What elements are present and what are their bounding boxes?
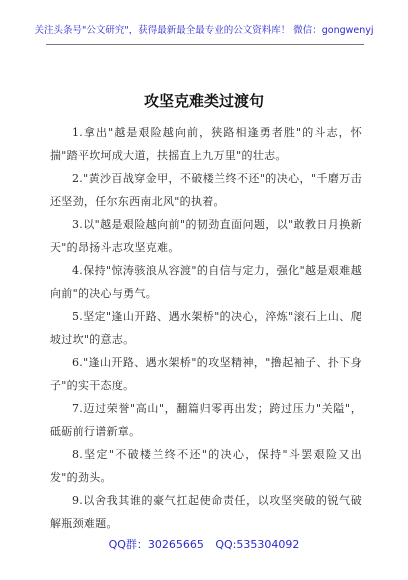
paragraph: 2."黄沙百战穿金甲，不破楼兰终不还"的决心，"千磨万击还坚劲，任尔东西南北风"的执着。 bbox=[50, 172, 362, 208]
header-divider bbox=[46, 44, 364, 45]
paragraph: 8.坚定"不破楼兰终不还"的决心，保持"斗罢艰险又出发"的劲头。 bbox=[50, 448, 362, 484]
paragraph: 3.以"越是艰险越向前"的韧劲直面问题，以"敢教日月换新天"的昂扬斗志攻坚克难。 bbox=[50, 218, 362, 254]
header-notice: 关注头条号"公文研究"，获得最新最全最专业的公文资料库！ 微信：gongwenyj bbox=[34, 25, 374, 36]
paragraph: 4.保持"惊涛骇浪从容渡"的自信与定力，强化"越是艰难越向前"的决心与勇气。 bbox=[50, 264, 362, 300]
paragraph: 7.迈过荣誉"高山"，翻篇归零再出发；跨过压力"关隘"，砥砺前行谱新章。 bbox=[50, 402, 362, 438]
document-title: 攻坚克难类过渡句 bbox=[143, 92, 264, 110]
paragraph: 6."逢山开路、遇水架桥"的攻坚精神，"撸起袖子、扑下身子"的实干态度。 bbox=[50, 356, 362, 392]
paragraph: 5.坚定"逢山开路、遇水架桥"的决心，淬炼"滚石上山、爬坡过坎"的意志。 bbox=[50, 310, 362, 346]
paragraph: 1.拿出"越是艰险越向前，狭路相逢勇者胜"的斗志，怀揣"踏平坎坷成大道，扶摇直上九万里"的壮志。 bbox=[50, 126, 362, 162]
footer-qq-group: QQ群：30265665 bbox=[108, 538, 204, 551]
document-body bbox=[50, 122, 362, 536]
footer-contact bbox=[0, 536, 408, 552]
paragraph: 9.以舍我其谁的豪气扛起使命责任，以攻坚突破的锐气破解瓶颈难题。 bbox=[50, 494, 362, 530]
footer-qq: QQ:535304092 bbox=[215, 538, 300, 551]
